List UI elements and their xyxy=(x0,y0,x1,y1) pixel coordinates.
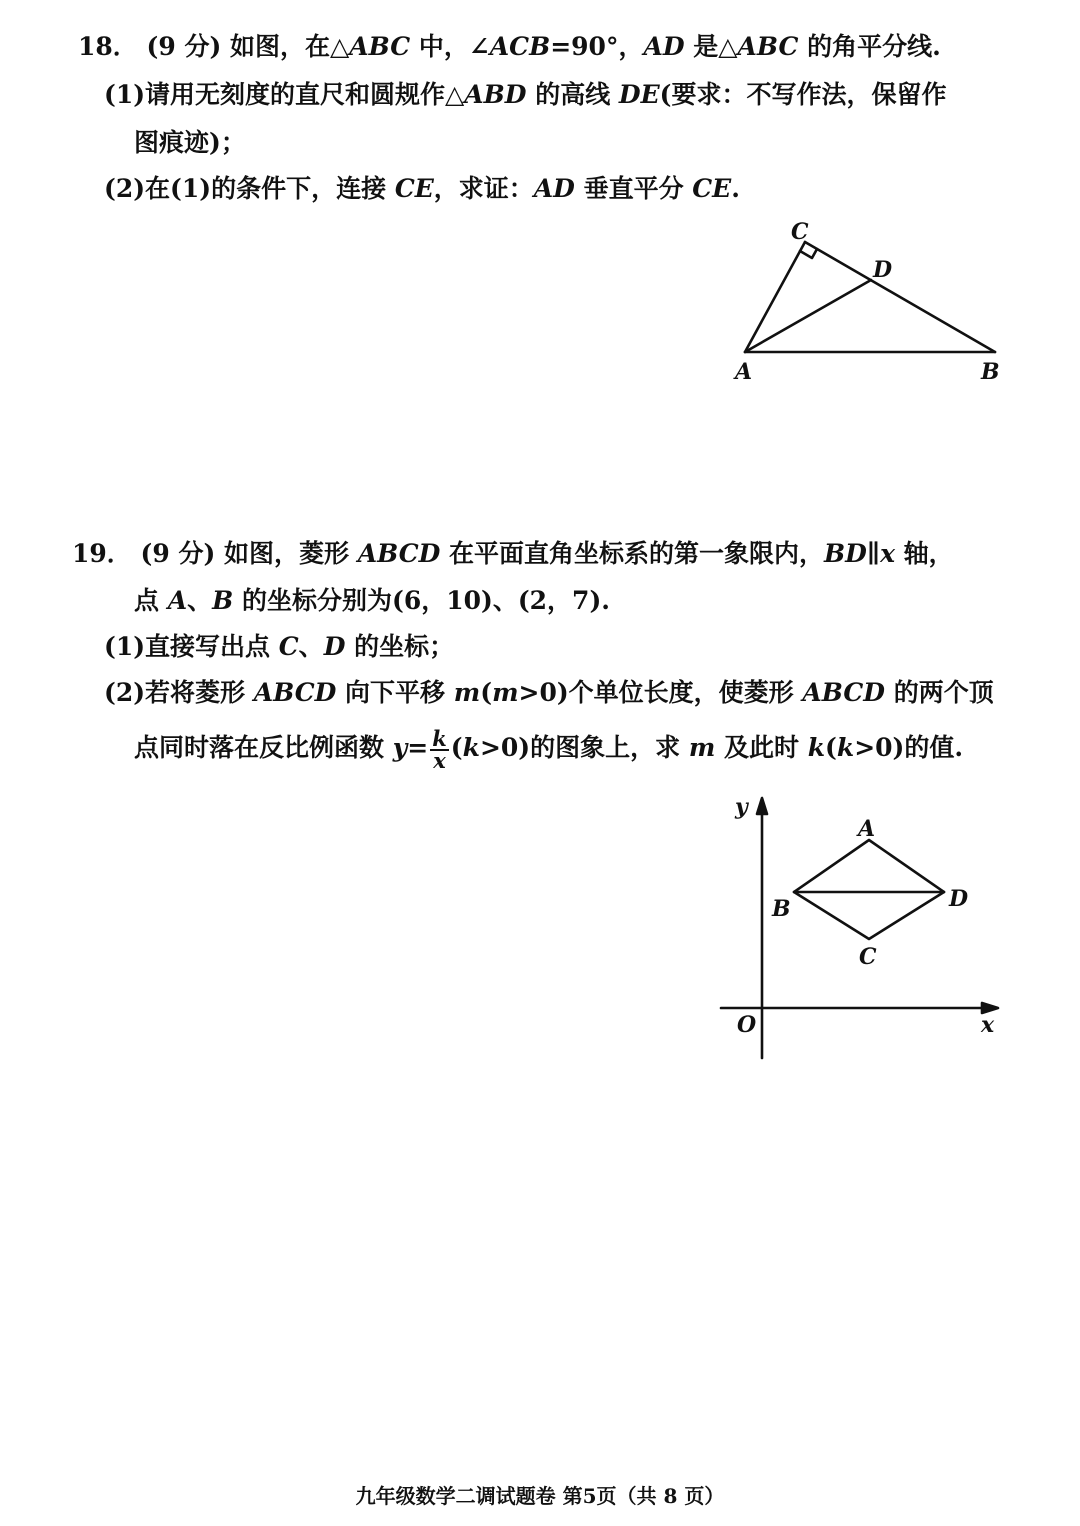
segment-cb xyxy=(805,242,995,352)
q18-part1: (1)请用无刻度的直尺和圆规作△ABD 的高线 DE(要求：不写作法，保留作 xyxy=(104,80,947,109)
q19-part2-line2: 点同时落在反比例函数 y= $\frac{k}{x}$ (k>0)的图象上，求 m 及此时 k(k>0)的值. xyxy=(134,725,964,773)
right-angle-mark xyxy=(800,249,817,258)
label-d: D xyxy=(873,257,893,283)
q19-part1: (1)直接写出点 C、D 的坐标； xyxy=(104,632,455,661)
q18-stem: 18． (9 分) 如图，在△ABC 中，∠ACB=90°，AD 是△ABC 的角平分线. xyxy=(78,32,941,61)
q19-stem: 19． (9 分) 如图，菱形 ABCD 在平面直角坐标系的第一象限内，BD∥x 轴， xyxy=(72,539,954,568)
label-a: A xyxy=(858,816,876,842)
label-x-axis: x xyxy=(981,1012,995,1038)
q19-stem-line2: 点 A、B 的坐标分别为(6，10)、(2，7). xyxy=(134,586,610,615)
label-y-axis: y xyxy=(735,794,748,820)
rhombus-abcd xyxy=(794,840,944,939)
q18-triangle-figure xyxy=(725,215,1025,390)
q19-score: (9 分) xyxy=(140,539,216,568)
y-axis-arrow xyxy=(757,798,767,814)
label-d: D xyxy=(949,886,969,912)
label-a: A xyxy=(735,359,753,385)
label-origin: O xyxy=(737,1012,757,1038)
label-c: C xyxy=(791,219,809,245)
q18-score: (9 分) xyxy=(146,32,222,61)
q19-rhombus-figure xyxy=(715,790,1015,1070)
q18-part1-continued: 图痕迹)； xyxy=(134,128,246,157)
q19-number: 19． xyxy=(72,539,132,568)
q19-part2: (2)若将菱形 ABCD 向下平移 m(m>0)个单位长度，使菱形 ABCD 的两个顶 xyxy=(104,678,994,707)
page-footer: 九年级数学二调试题卷 第5页（共 8 页） xyxy=(355,1484,725,1508)
q18-number: 18． xyxy=(78,32,138,61)
fraction-k-over-x: $\frac{k}{x}$ xyxy=(432,725,447,773)
label-c: C xyxy=(859,944,877,970)
label-b: B xyxy=(981,359,1000,385)
q18-part2: (2)在(1)的条件下，连接 CE，求证：AD 垂直平分 CE. xyxy=(104,174,740,203)
label-b: B xyxy=(772,896,791,922)
